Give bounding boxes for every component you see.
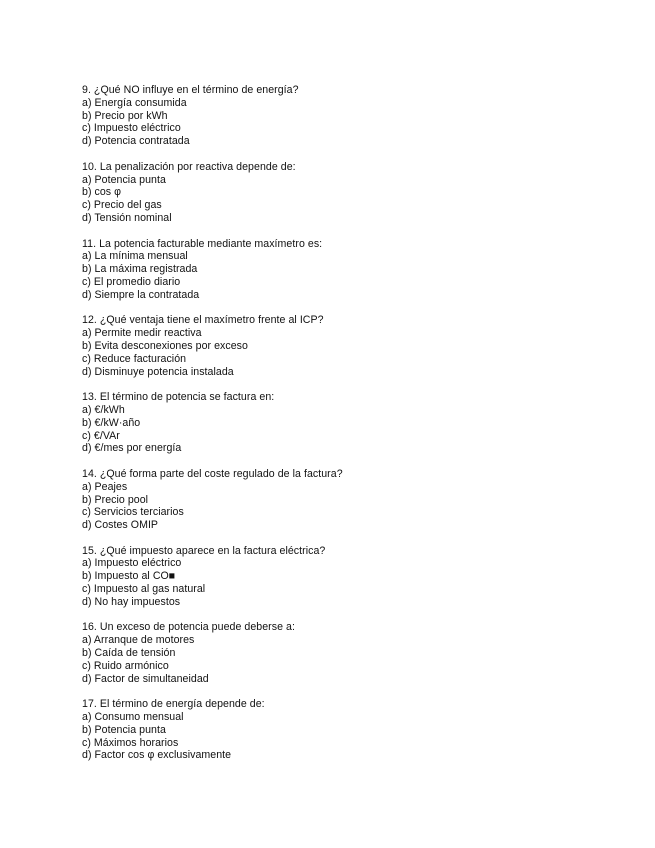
question-prompt: 10. La penalización por reactiva depende de: bbox=[82, 160, 296, 173]
option-b: b) Impuesto al CO■ bbox=[82, 570, 176, 583]
option-c: c) Servicios terciarios bbox=[82, 506, 184, 519]
option-d: d) Siempre la contratada bbox=[82, 288, 200, 301]
option-a: a) Energía consumida bbox=[82, 96, 187, 109]
question-15 bbox=[82, 545, 622, 609]
question-prompt: 17. El término de energía depende de: bbox=[82, 698, 265, 711]
option-a: a) Impuesto eléctrico bbox=[82, 557, 182, 570]
document-page bbox=[82, 84, 622, 775]
option-b: b) Potencia punta bbox=[82, 723, 166, 736]
option-a: a) Potencia punta bbox=[82, 173, 166, 186]
option-a: a) Consumo mensual bbox=[82, 711, 184, 724]
option-c: c) Ruido armónico bbox=[82, 659, 169, 672]
question-11 bbox=[82, 238, 622, 302]
question-13 bbox=[82, 391, 622, 455]
option-b: b) La máxima registrada bbox=[82, 263, 198, 276]
question-14 bbox=[82, 468, 622, 532]
option-b: b) cos φ bbox=[82, 186, 122, 199]
question-17 bbox=[82, 698, 622, 762]
option-c: c) Impuesto al gas natural bbox=[82, 583, 206, 596]
option-d: d) Factor de simultaneidad bbox=[82, 672, 209, 685]
option-a: a) Arranque de motores bbox=[82, 634, 195, 647]
question-9 bbox=[82, 84, 622, 148]
question-prompt: 11. La potencia facturable mediante maxímetro es: bbox=[82, 237, 323, 250]
option-d: d) No hay impuestos bbox=[82, 595, 181, 608]
option-c: c) El promedio diario bbox=[82, 275, 181, 288]
question-prompt: 9. ¿Qué NO influye en el término de energía? bbox=[82, 84, 299, 96]
question-12 bbox=[82, 314, 622, 378]
option-c: c) Precio del gas bbox=[82, 199, 162, 212]
question-prompt: 14. ¿Qué forma parte del coste regulado de la factura? bbox=[82, 467, 343, 480]
option-b: b) Precio pool bbox=[82, 493, 149, 506]
option-d: d) Tensión nominal bbox=[82, 211, 172, 224]
option-a: a) €/kWh bbox=[82, 403, 125, 416]
option-b: b) Caída de tensión bbox=[82, 647, 176, 660]
option-a: a) Permite medir reactiva bbox=[82, 327, 202, 340]
option-d: d) Costes OMIP bbox=[82, 519, 159, 532]
option-a: a) Peajes bbox=[82, 480, 128, 493]
option-d: d) Factor cos φ exclusivamente bbox=[82, 749, 232, 762]
option-b: b) Precio por kWh bbox=[82, 109, 168, 122]
option-c: c) Impuesto eléctrico bbox=[82, 122, 181, 135]
option-b: b) Evita desconexiones por exceso bbox=[82, 339, 248, 352]
question-prompt: 12. ¿Qué ventaja tiene el maxímetro frente al ICP? bbox=[82, 314, 324, 327]
option-d: d) Potencia contratada bbox=[82, 135, 190, 148]
option-b: b) €/kW·año bbox=[82, 416, 141, 429]
question-prompt: 15. ¿Qué impuesto aparece en la factura eléctrica? bbox=[82, 544, 326, 557]
question-10 bbox=[82, 161, 622, 225]
option-c: c) Máximos horarios bbox=[82, 736, 179, 749]
question-prompt: 13. El término de potencia se factura en: bbox=[82, 391, 275, 404]
option-d: d) €/mes por energía bbox=[82, 442, 182, 455]
option-d: d) Disminuye potencia instalada bbox=[82, 365, 234, 378]
question-16 bbox=[82, 621, 622, 685]
option-a: a) La mínima mensual bbox=[82, 250, 188, 263]
question-prompt: 16. Un exceso de potencia puede deberse a: bbox=[82, 621, 295, 634]
option-c: c) €/VAr bbox=[82, 429, 120, 442]
option-c: c) Reduce facturación bbox=[82, 352, 187, 365]
